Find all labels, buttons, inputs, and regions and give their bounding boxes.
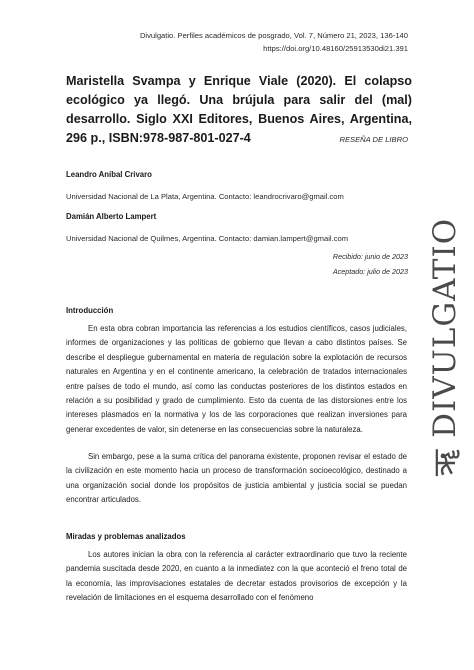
journal-watermark <box>424 172 464 522</box>
miradas-paragraph-1: Los autores inician la obra con la referencia al carácter extraordinario que tuvo la reciente pandemia suscitada desde 2020, en cuanto a la inmediatez con la que aconteció el freno total de la economía, las improvisaciones estatales de decretar estados provisorios de excepción y la revelación de limitaciones en el esquema desarrollado con el fenómeno <box>66 550 407 603</box>
section-label: RESEÑA DE LIBRO <box>339 135 408 144</box>
doi-link[interactable]: https://doi.org/10.48160/25913530di21.391 <box>263 44 408 53</box>
received-date: Recibido: junio de 2023 <box>332 252 408 261</box>
author-affiliation-1: Universidad Nacional de La Plata, Argentina. Contacto: leandrocrivaro@gmail.com <box>66 192 344 201</box>
section-heading-miradas: Miradas y problemas analizados <box>66 532 186 541</box>
watermark-text <box>423 218 465 476</box>
author-name-1: Leandro Aníbal Crivaro <box>66 170 152 179</box>
journal-logo-icon: ॠ <box>427 448 463 477</box>
intro-paragraph-2: Sin embargo, pese a la suma crítica del panorama existente, proponen revisar el estado de la civilización en este momento hacia un proceso de transformación socioecológico, destinado a una organización social donde los propósitos de justicia ambiental y justicia social se puedan encontrar articulados. <box>66 452 407 505</box>
watermark-label: DIVULGATIO <box>427 217 463 438</box>
accepted-date: Aceptado: julio de 2023 <box>332 267 408 276</box>
author-name-2: Damián Alberto Lampert <box>66 212 157 221</box>
section-heading-intro: Introducción <box>66 306 114 315</box>
journal-header <box>140 29 408 55</box>
intro-paragraph-1: En esta obra cobran importancia las referencias a los estudios científicos, casos judiciales, informes de organizaciones y las políticas de gobierno que llevan a cabo distintos países. Se describe el despliegue gubernamental en materia de regulación sobre la explotación de recursos naturales en Argentina y en el continente americano, la celebración de tratados internacionales entre países de todo el mundo, así como las conductas posteriores de los distintos estados en relación a su posibilidad y grado de cumplimiento. Esto da cuenta de las distorsiones entre los intereses plasmados en la normativa y los de las corporaciones que realizan inversiones para generar excedentes de valor, sin detenerse en las consecuencias sobre la naturaleza. <box>66 324 407 434</box>
article-title: Maristella Svampa y Enrique Viale (2020). El colapso ecológico ya llegó. Una brújula para salir del (mal) desarrollo. Siglo XXI Editores, Buenos Aires, Argentina, 296 p., ISBN:978-987-801-027-4 <box>66 74 412 145</box>
author-affiliation-2: Universidad Nacional de Quilmes, Argentina. Contacto: damian.lampert@gmail.com <box>66 234 349 243</box>
journal-citation: Divulgatio. Perfiles académicos de posgrado, Vol. 7, Número 21, 2023, 136-140 <box>139 31 408 40</box>
